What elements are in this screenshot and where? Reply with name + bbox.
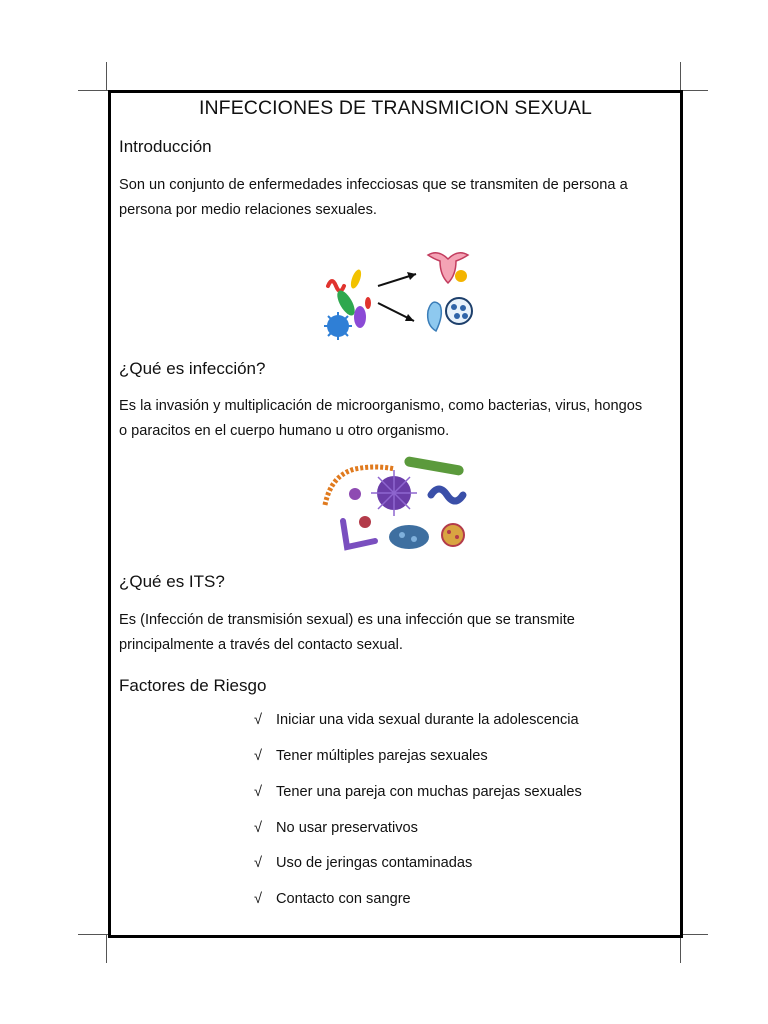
risk-factor-text: Iniciar una vida sexual durante la adolescencia bbox=[276, 712, 579, 728]
check-icon: √ bbox=[254, 784, 263, 800]
heading-que-es-its: ¿Qué es ITS? bbox=[119, 572, 225, 591]
paragraph-line: Es la invasión y multiplicación de microorganismo, como bacterias, virus, hongos bbox=[119, 398, 643, 414]
crop-mark bbox=[680, 934, 708, 935]
risk-factor-item bbox=[254, 820, 418, 836]
paragraph-line: o paracitos en el cuerpo humano u otro organismo. bbox=[119, 423, 450, 439]
risk-factor-text: Contacto con sangre bbox=[276, 891, 411, 907]
risk-factor-text: No usar preservativos bbox=[276, 820, 418, 836]
paragraph-line: principalmente a través del contacto sexual. bbox=[119, 637, 403, 653]
crop-mark bbox=[106, 62, 107, 90]
check-icon: √ bbox=[254, 891, 263, 907]
risk-factor-item bbox=[254, 748, 488, 764]
document-page bbox=[108, 90, 683, 938]
check-icon: √ bbox=[254, 712, 263, 728]
risk-factor-text: Tener múltiples parejas sexuales bbox=[276, 748, 488, 764]
risk-factor-item bbox=[254, 712, 579, 728]
risk-factor-text: Uso de jeringas contaminadas bbox=[276, 855, 473, 871]
risk-factor-item bbox=[254, 855, 472, 871]
paragraph-line: Es (Infección de transmisión sexual) es una infección que se transmite bbox=[119, 612, 575, 628]
paragraph-its bbox=[119, 608, 659, 658]
risk-factor-text: Tener una pareja con muchas parejas sexuales bbox=[276, 784, 582, 800]
risk-factor-item bbox=[254, 784, 582, 800]
heading-factores-de-riesgo: Factores de Riesgo bbox=[119, 676, 267, 695]
check-icon: √ bbox=[254, 748, 263, 764]
paragraph-line: Son un conjunto de enfermedades infecciosas que se transmiten de persona a bbox=[119, 177, 628, 193]
transmission-illustration bbox=[316, 241, 476, 341]
crop-mark bbox=[78, 90, 108, 91]
crop-mark bbox=[106, 935, 107, 963]
document-title: INFECCIONES DE TRANSMICION SEXUAL bbox=[198, 97, 592, 119]
crop-mark bbox=[78, 934, 108, 935]
check-icon: √ bbox=[254, 820, 263, 836]
microorganisms-illustration bbox=[319, 455, 479, 560]
crop-mark bbox=[680, 935, 681, 963]
heading-introduccion: Introducción bbox=[119, 137, 212, 156]
crop-mark bbox=[680, 90, 708, 91]
paragraph-infeccion bbox=[119, 394, 659, 444]
crop-mark bbox=[680, 62, 681, 90]
heading-que-es-infeccion: ¿Qué es infección? bbox=[119, 359, 266, 378]
paragraph-line: persona por medio relaciones sexuales. bbox=[119, 202, 377, 218]
risk-factor-item bbox=[254, 891, 411, 907]
check-icon: √ bbox=[254, 855, 263, 871]
paragraph-introduccion bbox=[119, 173, 659, 223]
